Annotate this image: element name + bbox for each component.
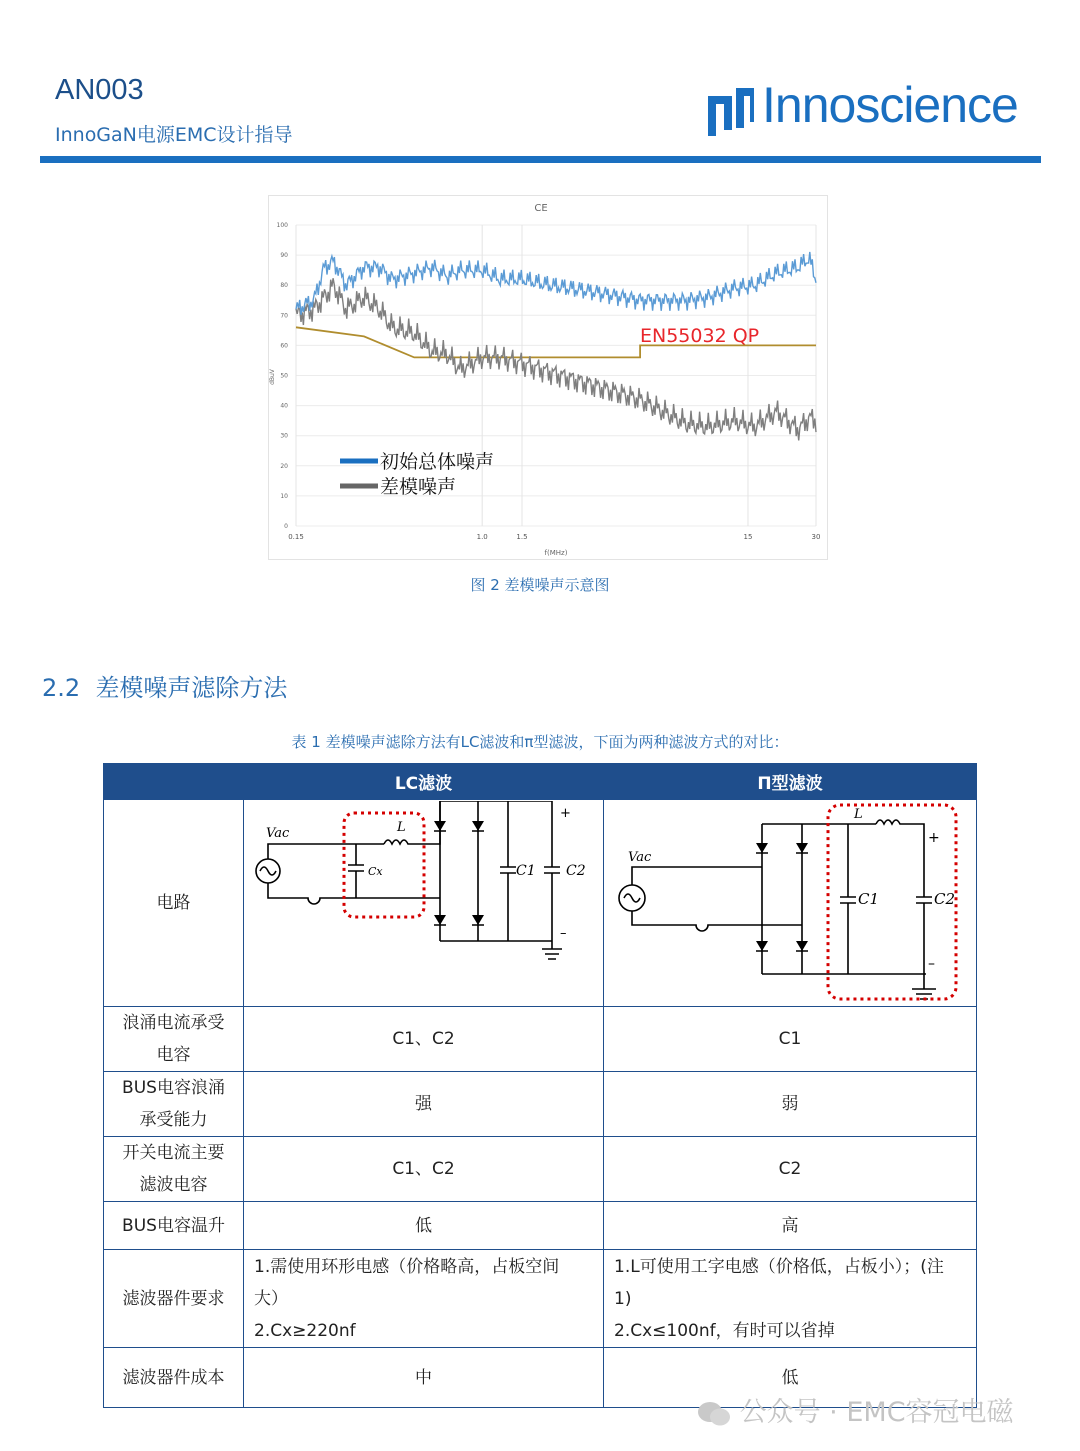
pi-label-l: L [854,806,863,822]
pi-cell: C2 [604,1137,977,1202]
row-label: 开关电流主要 滤波电容 [104,1137,244,1202]
watermark-text: 公众号 · EMC容冠电磁 [739,1397,1014,1428]
row-label: 滤波器件成本 [104,1348,244,1408]
pi-label-c1: C1 [858,889,880,908]
logo-mark-icon [704,82,756,142]
pi-cell: C1 [604,1007,977,1072]
table-row [104,1137,977,1202]
table-row [104,1007,977,1072]
row-label: 浪涌电流承受 电容 [104,1007,244,1072]
table-header-row [104,764,977,800]
x-tick-label: 1.5 [516,533,528,541]
wechat-icon [697,1400,731,1428]
legend-label-total: 初始总体噪声 [380,451,495,473]
row-label: 滤波器件要求 [104,1250,244,1348]
pi-label-plus: + [928,829,940,846]
header-lc: LC滤波 [244,764,604,800]
y-tick-label: 80 [280,282,288,290]
section-title [42,668,287,703]
x-tick-label: 30 [811,533,821,541]
lc-cell: C1、C2 [244,1137,604,1202]
pi-cell: 高 [604,1202,977,1250]
y-tick-label: 90 [280,252,288,260]
comparison-table [103,763,977,1408]
lc-cell: 1.需使用环形电感（价格略高，占板空间 大） 2.Cx≥220nf [244,1250,604,1348]
lc-cell: C1、C2 [244,1007,604,1072]
pi-cell: 1.L可使用工字电感（价格低，占板小）；(注 1) 2.Cx≤100nf，有时可以省掉 [604,1250,977,1348]
pi-cell: 低 [604,1348,977,1408]
table-row [104,1202,977,1250]
x-tick-label: 0.15 [288,533,304,541]
y-tick-label: 60 [280,342,288,350]
section-title-text: 差模噪声滤除方法 [95,674,288,702]
lc-label-c2: C2 [566,862,586,879]
pi-label-vac: Vac [628,849,652,865]
doc-subtitle: InnoGaN电源EMC设计指导 [55,124,293,146]
lc-circuit-diagram [244,801,602,1006]
y-tick-label: 40 [280,402,288,410]
x-tick-label: 1.0 [476,533,488,541]
lc-cell: 强 [244,1072,604,1137]
ce-noise-chart [268,195,828,560]
legend-label-dm: 差模噪声 [380,476,457,498]
doc-code: AN003 [55,74,144,106]
pi-circuit-diagram [604,801,975,1006]
y-tick-label: 10 [280,492,288,500]
table-row [104,1250,977,1348]
pi-label-c2: C2 [934,889,956,908]
pi-cell: 弱 [604,1072,977,1137]
lc-cell: 低 [244,1202,604,1250]
row-label: BUS电容温升 [104,1202,244,1250]
table-row [104,1072,977,1137]
lc-label-minus: – [560,925,567,941]
limit-line-label: EN55032 QP [640,325,760,347]
header-pi: Π型滤波 [604,764,977,800]
lc-circuit-cell [244,800,604,1007]
y-tick-label: 30 [280,432,288,440]
innoscience-logo [704,77,1034,142]
lc-label-plus: + [560,805,571,821]
table-caption: 表 1 差模噪声滤除方法有LC滤波和π型滤波，下面为两种滤波方式的对比： [291,733,789,751]
y-axis-label: dBuV [269,369,276,385]
lc-label-vac: Vac [266,825,290,841]
lc-cell: 中 [244,1348,604,1408]
header-empty [104,764,244,800]
lc-label-l: L [397,819,406,835]
pi-label-minus: – [928,955,935,972]
watermark [697,1390,1014,1429]
pi-circuit-cell [604,800,977,1007]
lc-label-c1: C1 [516,862,536,879]
y-tick-label: 20 [280,462,288,470]
row-label: BUS电容浪涌 承受能力 [104,1072,244,1137]
y-tick-label: 0 [284,523,288,530]
x-axis-label: f(MHz) [544,549,568,557]
table-row-circuit [104,800,977,1007]
y-tick-label: 70 [280,312,288,320]
y-tick-label: 50 [280,372,288,380]
header-rule [40,156,1041,163]
logo-text: Innoscience [762,77,1018,133]
y-tick-label: 100 [276,222,288,229]
section-number: 2.2 [42,674,81,702]
figure-caption: 图 2 差模噪声示意图 [470,576,610,594]
chart-title: CE [534,203,548,214]
x-tick-label: 15 [743,533,753,541]
row-label-circuit: 电路 [104,800,244,1007]
lc-label-cx: Cx [368,864,383,878]
